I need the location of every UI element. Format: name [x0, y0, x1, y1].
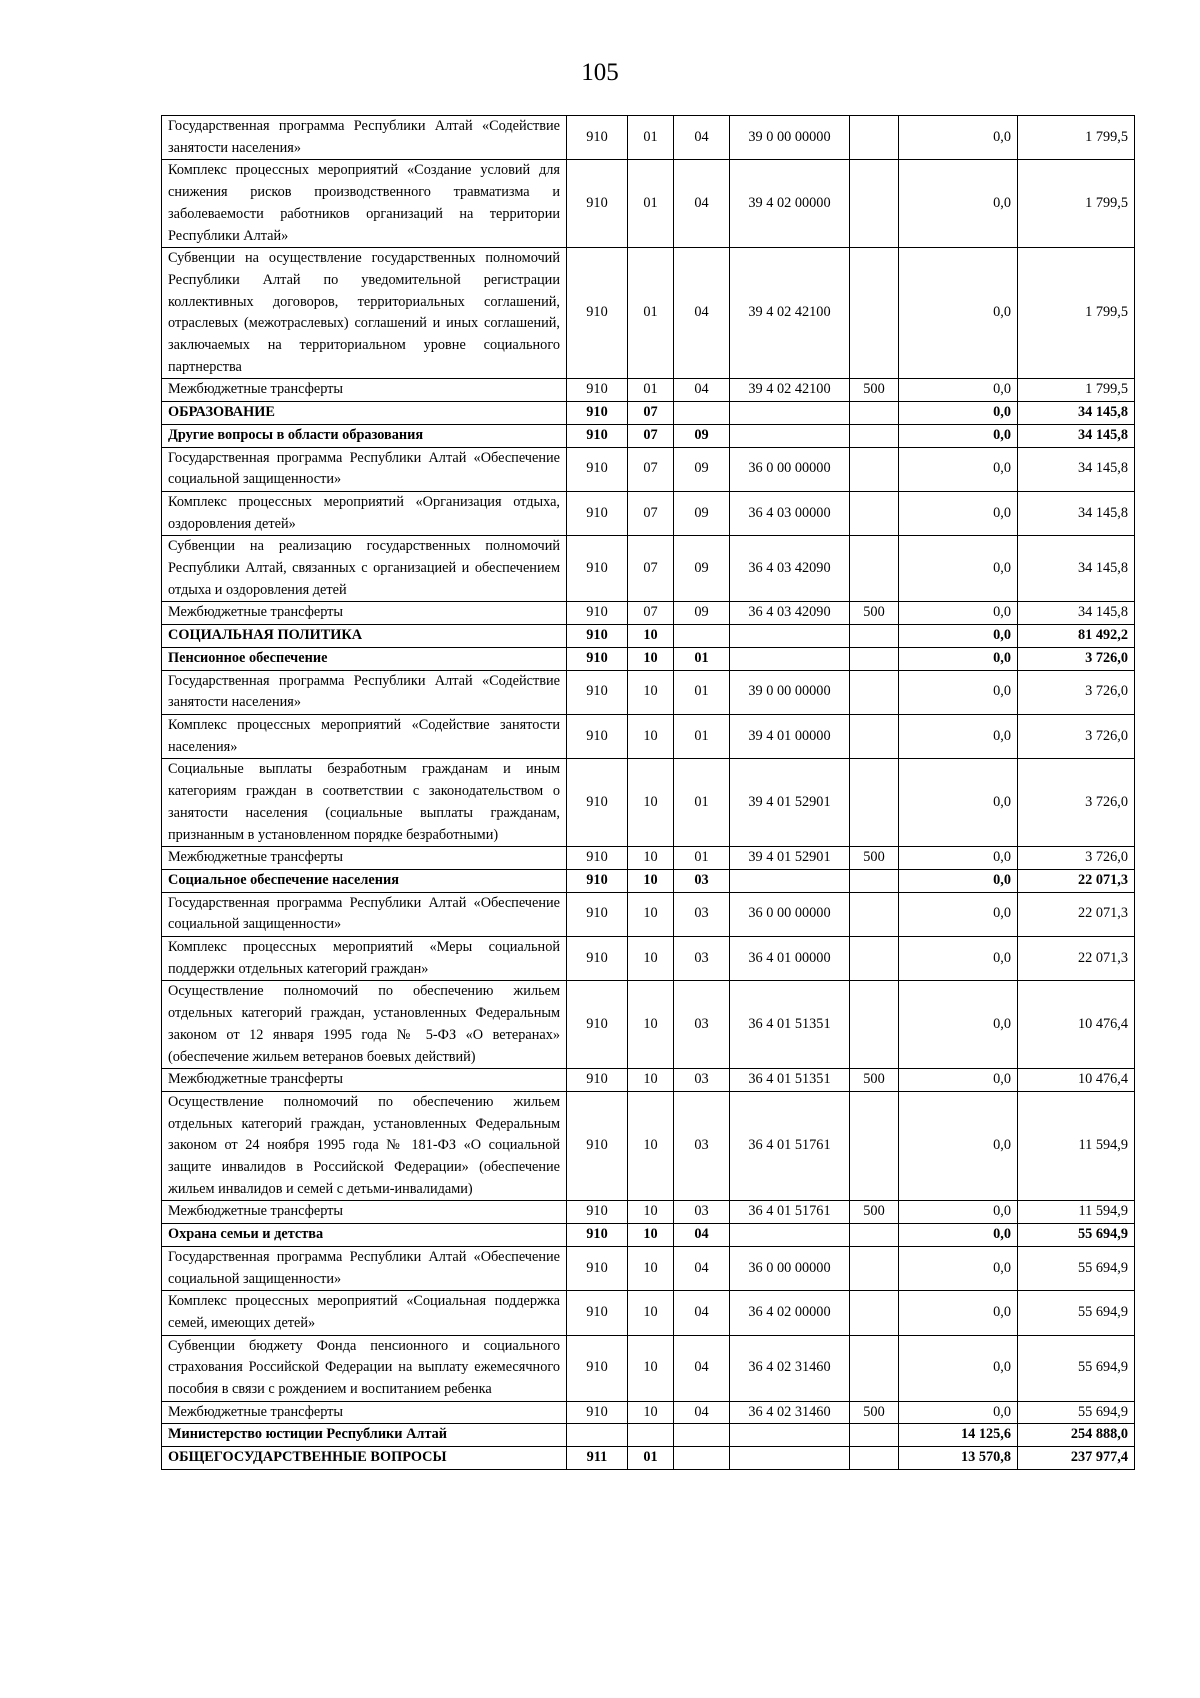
row-target-article: 36 0 00 00000	[730, 447, 850, 491]
row-name: Межбюджетные трансферты	[162, 1401, 567, 1424]
table-row	[162, 869, 1135, 892]
row-subsection-code: 03	[674, 1201, 730, 1224]
row-section-code: 07	[628, 447, 674, 491]
row-amount-2: 34 145,8	[1018, 491, 1135, 535]
row-amount-2: 22 071,3	[1018, 869, 1135, 892]
table-row	[162, 1335, 1135, 1401]
row-section-code: 10	[628, 1201, 674, 1224]
row-target-article: 36 4 03 42090	[730, 602, 850, 625]
row-expense-type: 500	[850, 379, 899, 402]
row-grbs-code: 910	[567, 602, 628, 625]
row-amount-2: 22 071,3	[1018, 892, 1135, 936]
row-expense-type	[850, 670, 899, 714]
budget-table	[161, 115, 1135, 1470]
row-amount-1: 0,0	[899, 491, 1018, 535]
row-section-code: 07	[628, 402, 674, 425]
row-expense-type: 500	[850, 1069, 899, 1092]
row-target-article: 39 4 02 00000	[730, 160, 850, 248]
row-amount-2: 3 726,0	[1018, 714, 1135, 758]
row-subsection-code: 03	[674, 981, 730, 1069]
row-subsection-code: 03	[674, 937, 730, 981]
row-expense-type	[850, 647, 899, 670]
row-grbs-code: 910	[567, 1069, 628, 1092]
row-subsection-code	[674, 1447, 730, 1470]
row-grbs-code: 910	[567, 1201, 628, 1224]
row-amount-2: 237 977,4	[1018, 1447, 1135, 1470]
row-grbs-code: 910	[567, 447, 628, 491]
row-target-article: 39 4 02 42100	[730, 379, 850, 402]
row-expense-type	[850, 625, 899, 648]
row-section-code: 01	[628, 116, 674, 160]
row-grbs-code: 910	[567, 647, 628, 670]
row-amount-2: 55 694,9	[1018, 1335, 1135, 1401]
row-grbs-code: 910	[567, 491, 628, 535]
table-row	[162, 714, 1135, 758]
row-amount-1: 0,0	[899, 892, 1018, 936]
row-amount-2: 1 799,5	[1018, 116, 1135, 160]
row-amount-2: 3 726,0	[1018, 759, 1135, 847]
row-name: Государственная программа Республики Алтай «Обеспечение социальной защищенности»	[162, 447, 567, 491]
row-amount-2: 10 476,4	[1018, 981, 1135, 1069]
row-grbs-code: 910	[567, 116, 628, 160]
row-name: Государственная программа Республики Алтай «Содействие занятости населения»	[162, 670, 567, 714]
row-amount-2: 3 726,0	[1018, 847, 1135, 870]
row-subsection-code: 03	[674, 892, 730, 936]
row-section-code: 10	[628, 759, 674, 847]
row-subsection-code: 01	[674, 759, 730, 847]
row-target-article	[730, 402, 850, 425]
row-section-code: 10	[628, 1224, 674, 1247]
row-grbs-code: 910	[567, 847, 628, 870]
row-grbs-code: 910	[567, 1224, 628, 1247]
table-row	[162, 1246, 1135, 1290]
row-subsection-code: 04	[674, 379, 730, 402]
row-expense-type	[850, 759, 899, 847]
row-grbs-code: 910	[567, 869, 628, 892]
row-section-code: 10	[628, 869, 674, 892]
table-row	[162, 379, 1135, 402]
row-target-article: 36 4 03 00000	[730, 491, 850, 535]
row-subsection-code: 09	[674, 447, 730, 491]
row-section-code: 07	[628, 536, 674, 602]
row-amount-2: 34 145,8	[1018, 402, 1135, 425]
table-row	[162, 1091, 1135, 1201]
row-target-article	[730, 1447, 850, 1470]
row-target-article: 36 4 01 00000	[730, 937, 850, 981]
row-grbs-code: 910	[567, 981, 628, 1069]
row-target-article: 36 4 01 51761	[730, 1091, 850, 1201]
table-row	[162, 402, 1135, 425]
row-section-code: 01	[628, 248, 674, 379]
row-name: Комплекс процессных мероприятий «Меры социальной поддержки отдельных категорий граждан»	[162, 937, 567, 981]
row-subsection-code: 04	[674, 1224, 730, 1247]
row-subsection-code: 03	[674, 1091, 730, 1201]
row-expense-type	[850, 892, 899, 936]
row-expense-type	[850, 1447, 899, 1470]
row-amount-1: 0,0	[899, 248, 1018, 379]
row-amount-2: 3 726,0	[1018, 670, 1135, 714]
row-amount-1: 0,0	[899, 1091, 1018, 1201]
table-row	[162, 1201, 1135, 1224]
row-target-article	[730, 625, 850, 648]
row-name: Другие вопросы в области образования	[162, 424, 567, 447]
row-expense-type	[850, 536, 899, 602]
row-grbs-code: 910	[567, 759, 628, 847]
table-row	[162, 670, 1135, 714]
row-amount-2: 34 145,8	[1018, 602, 1135, 625]
row-expense-type: 500	[850, 847, 899, 870]
row-amount-1: 0,0	[899, 424, 1018, 447]
row-amount-1: 13 570,8	[899, 1447, 1018, 1470]
row-expense-type	[850, 714, 899, 758]
row-section-code: 10	[628, 847, 674, 870]
row-name: Межбюджетные трансферты	[162, 1201, 567, 1224]
row-grbs-code: 910	[567, 1335, 628, 1401]
row-expense-type	[850, 1335, 899, 1401]
row-name: Социальные выплаты безработным гражданам и иным категориям граждан в соответствии с законодательством о занятости населения (социальные выплаты гражданам, признанным в установленном порядке безработными)	[162, 759, 567, 847]
row-section-code: 10	[628, 670, 674, 714]
row-name: Комплекс процессных мероприятий «Содействие занятости населения»	[162, 714, 567, 758]
row-amount-1: 0,0	[899, 1069, 1018, 1092]
row-name: Пенсионное обеспечение	[162, 647, 567, 670]
row-amount-2: 55 694,9	[1018, 1246, 1135, 1290]
row-name: Межбюджетные трансферты	[162, 847, 567, 870]
row-amount-1: 0,0	[899, 1246, 1018, 1290]
table-row	[162, 1069, 1135, 1092]
row-target-article	[730, 1424, 850, 1447]
row-amount-2: 81 492,2	[1018, 625, 1135, 648]
row-amount-1: 0,0	[899, 160, 1018, 248]
row-amount-2: 11 594,9	[1018, 1091, 1135, 1201]
row-expense-type	[850, 116, 899, 160]
row-name: Социальное обеспечение населения	[162, 869, 567, 892]
row-grbs-code: 910	[567, 1401, 628, 1424]
row-amount-1: 0,0	[899, 869, 1018, 892]
row-name: Охрана семьи и детства	[162, 1224, 567, 1247]
row-target-article	[730, 424, 850, 447]
row-target-article: 36 0 00 00000	[730, 892, 850, 936]
row-grbs-code: 910	[567, 536, 628, 602]
row-expense-type	[850, 424, 899, 447]
row-subsection-code: 04	[674, 1335, 730, 1401]
row-target-article: 36 4 02 31460	[730, 1335, 850, 1401]
row-amount-2: 11 594,9	[1018, 1201, 1135, 1224]
row-section-code	[628, 1424, 674, 1447]
row-section-code: 07	[628, 424, 674, 447]
row-expense-type: 500	[850, 602, 899, 625]
row-subsection-code: 09	[674, 536, 730, 602]
row-amount-1: 0,0	[899, 116, 1018, 160]
row-grbs-code: 910	[567, 1246, 628, 1290]
row-section-code: 01	[628, 379, 674, 402]
row-target-article	[730, 1224, 850, 1247]
row-amount-2: 55 694,9	[1018, 1291, 1135, 1335]
row-target-article: 36 4 01 51351	[730, 981, 850, 1069]
row-amount-1: 0,0	[899, 1224, 1018, 1247]
row-section-code: 01	[628, 160, 674, 248]
row-grbs-code: 910	[567, 1091, 628, 1201]
row-section-code: 10	[628, 1091, 674, 1201]
row-expense-type	[850, 160, 899, 248]
row-grbs-code: 910	[567, 937, 628, 981]
table-row	[162, 1401, 1135, 1424]
row-expense-type	[850, 1291, 899, 1335]
row-target-article: 39 4 01 00000	[730, 714, 850, 758]
row-expense-type	[850, 981, 899, 1069]
row-grbs-code: 910	[567, 248, 628, 379]
row-expense-type	[850, 869, 899, 892]
row-target-article: 39 0 00 00000	[730, 670, 850, 714]
row-name: Комплекс процессных мероприятий «Социальная поддержка семей, имеющих детей»	[162, 1291, 567, 1335]
row-subsection-code: 01	[674, 670, 730, 714]
row-grbs-code: 910	[567, 625, 628, 648]
row-amount-1: 0,0	[899, 759, 1018, 847]
row-subsection-code: 04	[674, 160, 730, 248]
row-amount-1: 0,0	[899, 714, 1018, 758]
row-target-article: 36 4 02 31460	[730, 1401, 850, 1424]
budget-table-body	[162, 116, 1135, 1470]
row-expense-type	[850, 402, 899, 425]
row-name: Государственная программа Республики Алтай «Обеспечение социальной защищенности»	[162, 892, 567, 936]
row-section-code: 10	[628, 625, 674, 648]
row-expense-type	[850, 447, 899, 491]
row-amount-1: 14 125,6	[899, 1424, 1018, 1447]
row-section-code: 10	[628, 1401, 674, 1424]
row-target-article: 39 4 01 52901	[730, 847, 850, 870]
row-target-article: 36 4 01 51761	[730, 1201, 850, 1224]
row-name: Осуществление полномочий по обеспечению жильем отдельных категорий граждан, установленных Федеральным законом от 12 января 1995 года № 5-ФЗ «О ветеранах» (обеспечение жильем ветеранов боевых действий)	[162, 981, 567, 1069]
row-expense-type	[850, 1224, 899, 1247]
table-row	[162, 1224, 1135, 1247]
row-name: Государственная программа Республики Алтай «Обеспечение социальной защищенности»	[162, 1246, 567, 1290]
row-section-code: 10	[628, 1335, 674, 1401]
table-row	[162, 892, 1135, 936]
row-subsection-code	[674, 625, 730, 648]
table-row	[162, 937, 1135, 981]
table-row	[162, 847, 1135, 870]
table-row	[162, 759, 1135, 847]
row-grbs-code: 911	[567, 1447, 628, 1470]
row-section-code: 01	[628, 1447, 674, 1470]
row-amount-1: 0,0	[899, 1201, 1018, 1224]
row-amount-1: 0,0	[899, 536, 1018, 602]
table-row	[162, 647, 1135, 670]
row-amount-2: 1 799,5	[1018, 248, 1135, 379]
row-target-article: 36 0 00 00000	[730, 1246, 850, 1290]
row-subsection-code: 09	[674, 602, 730, 625]
table-row	[162, 248, 1135, 379]
row-name: Комплекс процессных мероприятий «Организация отдыха, оздоровления детей»	[162, 491, 567, 535]
row-grbs-code: 910	[567, 892, 628, 936]
row-name: ОБЩЕГОСУДАРСТВЕННЫЕ ВОПРОСЫ	[162, 1447, 567, 1470]
row-amount-1: 0,0	[899, 1335, 1018, 1401]
row-name: Субвенции бюджету Фонда пенсионного и социального страхования Российской Федерации на выплату ежемесячного пособия в связи с рождением и воспитанием ребенка	[162, 1335, 567, 1401]
table-row	[162, 1291, 1135, 1335]
table-row	[162, 602, 1135, 625]
row-target-article: 39 4 02 42100	[730, 248, 850, 379]
row-target-article: 36 4 03 42090	[730, 536, 850, 602]
row-grbs-code: 910	[567, 402, 628, 425]
row-amount-1: 0,0	[899, 402, 1018, 425]
row-amount-1: 0,0	[899, 981, 1018, 1069]
row-amount-1: 0,0	[899, 379, 1018, 402]
row-amount-1: 0,0	[899, 670, 1018, 714]
row-name: Осуществление полномочий по обеспечению жильем отдельных категорий граждан, установленных Федеральным законом от 24 ноября 1995 года № 181-ФЗ «О социальной защите инвалидов в Российской Федерации» (обеспечение жильем инвалидов и семей с детьми-инвалидами)	[162, 1091, 567, 1201]
table-row	[162, 981, 1135, 1069]
table-row	[162, 160, 1135, 248]
row-amount-2: 34 145,8	[1018, 536, 1135, 602]
row-target-article	[730, 869, 850, 892]
row-target-article	[730, 647, 850, 670]
row-grbs-code: 910	[567, 424, 628, 447]
row-subsection-code: 09	[674, 424, 730, 447]
row-grbs-code: 910	[567, 379, 628, 402]
row-expense-type	[850, 937, 899, 981]
row-amount-1: 0,0	[899, 937, 1018, 981]
row-amount-1: 0,0	[899, 602, 1018, 625]
row-amount-2: 3 726,0	[1018, 647, 1135, 670]
row-amount-1: 0,0	[899, 1291, 1018, 1335]
row-target-article: 39 0 00 00000	[730, 116, 850, 160]
row-subsection-code: 03	[674, 1069, 730, 1092]
row-subsection-code: 04	[674, 1291, 730, 1335]
row-subsection-code: 04	[674, 248, 730, 379]
table-row	[162, 116, 1135, 160]
row-name: Субвенции на осуществление государственных полномочий Республики Алтай по уведомительной регистрации коллективных договоров, территориальных соглашений, отраслевых (межотраслевых) соглашений и иных соглашений, заключаемых на территориальном уровне социального партнерства	[162, 248, 567, 379]
row-amount-2: 1 799,5	[1018, 379, 1135, 402]
row-expense-type	[850, 248, 899, 379]
row-section-code: 10	[628, 937, 674, 981]
table-row	[162, 625, 1135, 648]
row-amount-2: 34 145,8	[1018, 447, 1135, 491]
table-row	[162, 491, 1135, 535]
row-subsection-code: 01	[674, 847, 730, 870]
row-amount-1: 0,0	[899, 647, 1018, 670]
row-section-code: 07	[628, 491, 674, 535]
row-section-code: 10	[628, 647, 674, 670]
table-row	[162, 1424, 1135, 1447]
row-expense-type	[850, 1424, 899, 1447]
table-row	[162, 447, 1135, 491]
table-row	[162, 1447, 1135, 1470]
table-row	[162, 424, 1135, 447]
row-amount-1: 0,0	[899, 625, 1018, 648]
row-grbs-code	[567, 1424, 628, 1447]
row-amount-2: 55 694,9	[1018, 1401, 1135, 1424]
row-subsection-code	[674, 402, 730, 425]
row-section-code: 10	[628, 1246, 674, 1290]
row-name: Межбюджетные трансферты	[162, 1069, 567, 1092]
row-section-code: 10	[628, 892, 674, 936]
row-amount-2: 22 071,3	[1018, 937, 1135, 981]
row-section-code: 07	[628, 602, 674, 625]
row-amount-1: 0,0	[899, 847, 1018, 870]
row-name: Государственная программа Республики Алтай «Содействие занятости населения»	[162, 116, 567, 160]
row-target-article: 39 4 01 52901	[730, 759, 850, 847]
row-name: СОЦИАЛЬНАЯ ПОЛИТИКА	[162, 625, 567, 648]
row-name: Комплекс процессных мероприятий «Создание условий для снижения рисков производственного травматизма и заболеваемости работников организаций на территории Республики Алтай»	[162, 160, 567, 248]
row-section-code: 10	[628, 714, 674, 758]
row-grbs-code: 910	[567, 1291, 628, 1335]
row-subsection-code: 04	[674, 1401, 730, 1424]
row-grbs-code: 910	[567, 714, 628, 758]
row-target-article: 36 4 01 51351	[730, 1069, 850, 1092]
row-expense-type: 500	[850, 1401, 899, 1424]
row-expense-type	[850, 1091, 899, 1201]
row-expense-type	[850, 1246, 899, 1290]
row-section-code: 10	[628, 981, 674, 1069]
row-amount-1: 0,0	[899, 447, 1018, 491]
table-row	[162, 536, 1135, 602]
row-subsection-code: 04	[674, 116, 730, 160]
row-section-code: 10	[628, 1069, 674, 1092]
row-subsection-code: 09	[674, 491, 730, 535]
row-subsection-code: 01	[674, 647, 730, 670]
row-grbs-code: 910	[567, 160, 628, 248]
row-name: Министерство юстиции Республики Алтай	[162, 1424, 567, 1447]
row-subsection-code: 03	[674, 869, 730, 892]
row-name: ОБРАЗОВАНИЕ	[162, 402, 567, 425]
row-amount-1: 0,0	[899, 1401, 1018, 1424]
row-amount-2: 34 145,8	[1018, 424, 1135, 447]
row-target-article: 36 4 02 00000	[730, 1291, 850, 1335]
row-subsection-code	[674, 1424, 730, 1447]
row-name: Межбюджетные трансферты	[162, 379, 567, 402]
row-amount-2: 10 476,4	[1018, 1069, 1135, 1092]
row-section-code: 10	[628, 1291, 674, 1335]
row-expense-type	[850, 491, 899, 535]
row-amount-2: 254 888,0	[1018, 1424, 1135, 1447]
row-name: Межбюджетные трансферты	[162, 602, 567, 625]
row-expense-type: 500	[850, 1201, 899, 1224]
row-amount-2: 55 694,9	[1018, 1224, 1135, 1247]
row-subsection-code: 01	[674, 714, 730, 758]
row-subsection-code: 04	[674, 1246, 730, 1290]
page-number: 105	[581, 59, 619, 86]
row-grbs-code: 910	[567, 670, 628, 714]
row-amount-2: 1 799,5	[1018, 160, 1135, 248]
row-name: Субвенции на реализацию государственных полномочий Республики Алтай, связанных с организацией и обеспечением отдыха и оздоровления детей	[162, 536, 567, 602]
